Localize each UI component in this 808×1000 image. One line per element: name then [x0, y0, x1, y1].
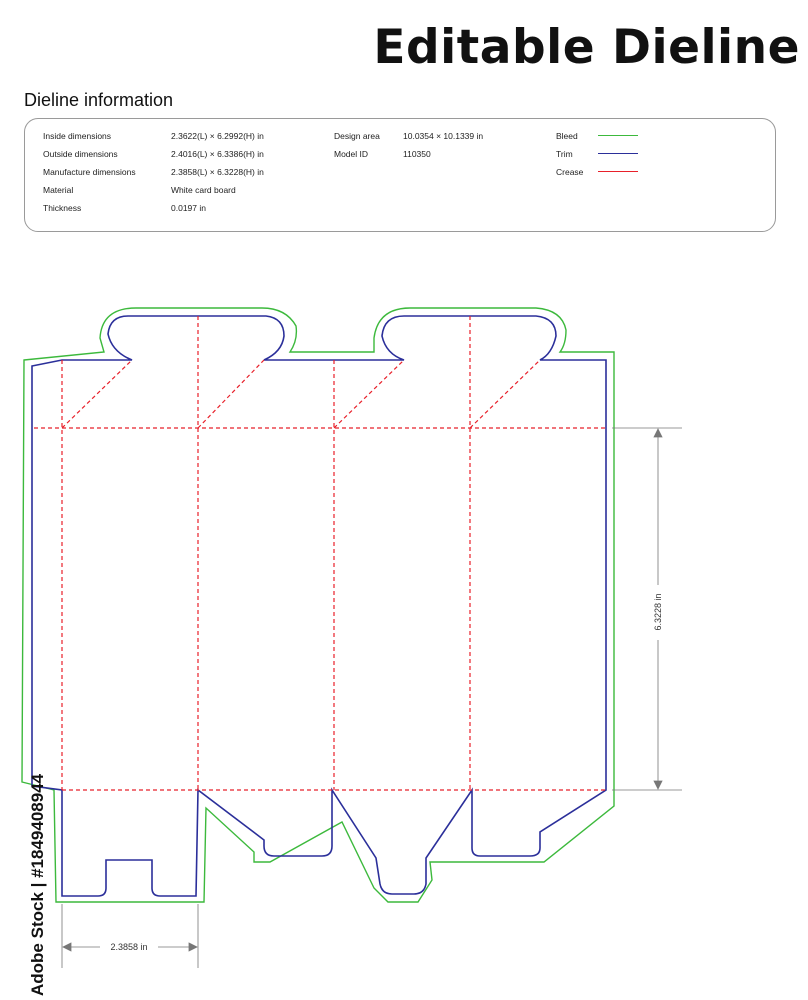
crease-lines	[34, 316, 606, 790]
bleed-outline	[22, 308, 614, 902]
height-dimension-label: 6.3228 in	[653, 593, 663, 631]
crease-line	[62, 360, 132, 428]
thickness-value: 0.0197 in	[171, 203, 206, 213]
design-area-value: 10.0354 × 10.1339 in	[403, 131, 484, 141]
trim-outline	[32, 316, 606, 896]
manufacture-dimensions-label: Manufacture dimensions	[43, 167, 136, 177]
page-title: Editable Dieline	[373, 20, 800, 75]
model-id-value: 110350	[403, 149, 431, 159]
outside-dimensions-value: 2.4016(L) × 6.3386(H) in	[171, 149, 264, 159]
legend-crease-label: Crease	[556, 167, 584, 177]
legend-bleed-label: Bleed	[556, 131, 578, 141]
thickness-label: Thickness	[43, 203, 82, 213]
material-label: Material	[43, 185, 74, 195]
model-id-label: Model ID	[334, 149, 369, 159]
crease-line	[470, 360, 540, 428]
width-dimension-label: 2.3858 in	[110, 942, 148, 952]
crease-line	[198, 360, 264, 428]
stock-watermark: Adobe Stock | #1849408944	[28, 773, 47, 996]
width-dimension	[62, 904, 198, 968]
inside-dimensions-value: 2.3622(L) × 6.2992(H) in	[171, 131, 264, 141]
material-value: White card board	[171, 185, 236, 195]
manufacture-dimensions-value: 2.3858(L) × 6.3228(H) in	[171, 167, 264, 177]
inside-dimensions-label: Inside dimensions	[43, 131, 112, 141]
design-area-label: Design area	[334, 131, 380, 141]
crease-line	[334, 360, 404, 428]
legend-trim-label: Trim	[556, 149, 573, 159]
height-dimension	[612, 428, 682, 790]
section-heading: Dieline information	[24, 90, 174, 110]
outside-dimensions-label: Outside dimensions	[43, 149, 118, 159]
